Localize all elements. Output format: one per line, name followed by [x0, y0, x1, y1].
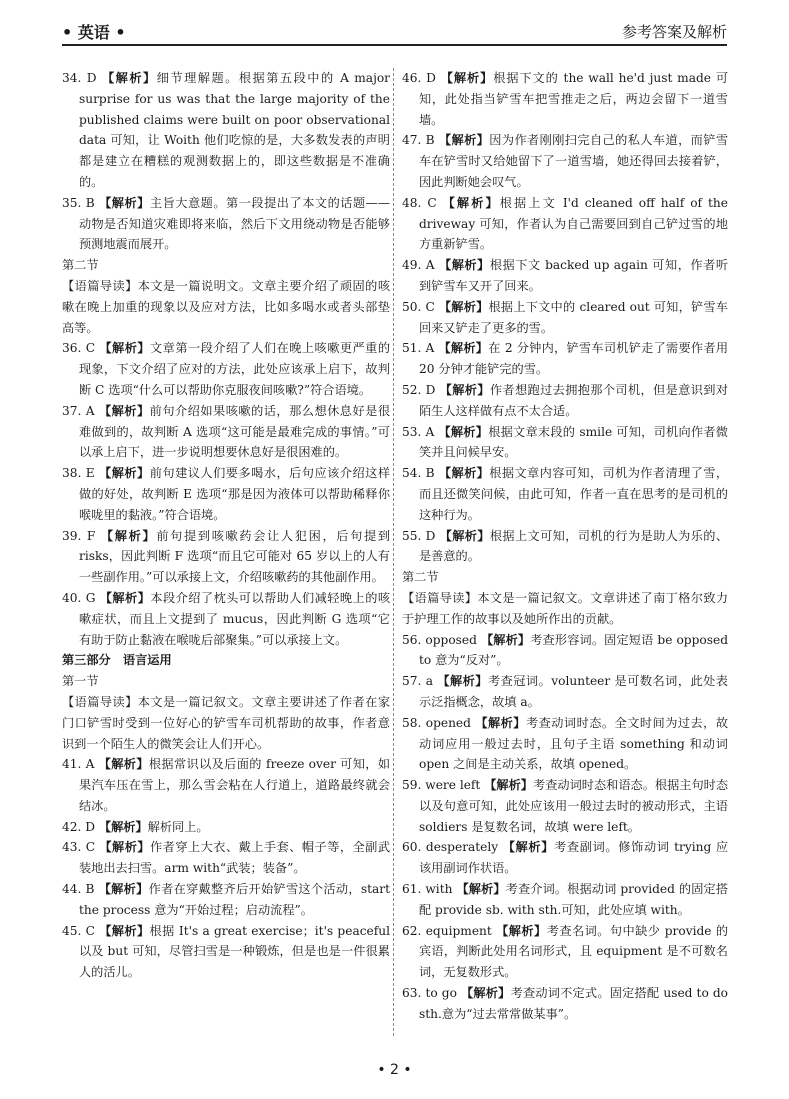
- answer-item: [402, 879, 728, 921]
- answer-item: [62, 921, 390, 983]
- intro-tag: 【语篇导读】: [402, 590, 478, 605]
- analysis-text: 作者在穿戴整齐后开始铲雪这个活动，start the process 意为“开始过程；启动流程”。: [79, 882, 390, 917]
- analysis-tag: 【解析】: [461, 986, 511, 1001]
- subject-label: • 英语 •: [62, 23, 126, 42]
- subsection-title: 第二节: [402, 570, 439, 585]
- answer-item: [402, 983, 728, 1025]
- answer-item: [62, 754, 390, 816]
- column-divider: [393, 68, 394, 1036]
- analysis-text: 根据文章内容可知，司机为作者清理了雪，而且还微笑问候，由此可知，作者一直在思考的是司机的这种行为。: [419, 466, 729, 522]
- answer-number: 54. B: [402, 466, 435, 481]
- answer-number: 56. opposed: [402, 632, 477, 647]
- intro-text: 本文是一篇记叙文。文章主要讲述了作者在家门口铲雪时受到一位好心的铲雪车司机帮助的故事，作者意识到一个陌生人的微笑会让人们开心。: [62, 694, 391, 751]
- analysis-text: 在 2 分钟内，铲雪车司机铲走了需要作者用 20 分钟才能铲完的雪。: [419, 341, 729, 377]
- answer-number: 58. opened: [402, 715, 471, 730]
- analysis-tag: 【解析】: [438, 424, 489, 439]
- analysis-text: 考查动词时态和语态。根据主句时态以及句意可知，此处应该用一般过去时的被动形式，主语 soldiers 是复数名词，故填 were left。: [419, 778, 729, 834]
- analysis-tag: 【解析】: [480, 632, 531, 647]
- answer-item: [62, 338, 390, 400]
- answer-item: [402, 526, 728, 568]
- analysis-tag: 【解析】: [98, 757, 149, 772]
- answer-item: [62, 837, 390, 879]
- analysis-tag: 【解析】: [442, 195, 500, 210]
- analysis-tag: 【解析】: [99, 590, 151, 605]
- analysis-text: 根据常识以及后面的 freeze over 可知，如果汽车压在雪上，那么雪会粘在人行道上，道路最终就会结冰。: [79, 757, 391, 813]
- answer-item: [62, 193, 390, 255]
- page-header: [62, 18, 727, 46]
- analysis-text: 因为作者刚刚扫完自己的私人车道，而铲雪车在铲雪时又给她留下了一道雪墙，她还得回去接着铲，因此判断她会叹气。: [419, 133, 729, 189]
- answer-number: 34. D: [62, 71, 97, 85]
- analysis-text: 前句建议人们要多喝水，后句应该介绍这样做的好处，故判断 E 选项“那是因为液体可以帮助稀释你喉咙里的黏液。”符合语境。: [79, 466, 391, 522]
- answer-number: 57. a: [402, 674, 433, 689]
- answer-number: 40. G: [62, 590, 96, 605]
- analysis-tag: 【解析】: [98, 819, 148, 834]
- answer-item: [402, 775, 728, 837]
- answer-number: 62. equipment: [402, 923, 492, 938]
- answer-number: 38. E: [62, 466, 95, 481]
- answer-item: [402, 671, 728, 713]
- analysis-tag: 【解析】: [438, 341, 489, 356]
- answer-number: 44. B: [62, 882, 95, 897]
- analysis-tag: 【解析】: [439, 382, 490, 397]
- answer-number: 43. C: [62, 840, 96, 855]
- analysis-text: 考查冠词。volunteer 是可数名词，此处表示泛指概念，故填 a。: [419, 674, 728, 709]
- answer-item: [402, 422, 728, 464]
- analysis-text: 考查介词。根据动词 provided 的固定搭配 provide sb. with sth.可知，此处应填 with。: [419, 882, 729, 917]
- answer-item: [62, 463, 390, 525]
- answer-item: [62, 817, 390, 838]
- analysis-text: 考查名词。句中缺少 provide 的宾语，判断此处用名词形式，且 equipment 是不可数名词，无复数形式。: [419, 923, 729, 980]
- analysis-text: 考查动词时态。全文时间为过去，故动词应用一般过去时，且句子主语 something 和动词 open 之间是主动关系，故填 opened。: [419, 715, 729, 772]
- answer-number: 50. C: [402, 299, 435, 314]
- analysis-text: 细节理解题。根据第五段中的 A major surprise for us was that the large majority of the published claims were built on poor observational data 可知，让 Woith 他们吃惊的是，大多数发表的声明都是建立在糟糕的观测数据上的，即这些数据是不准确的。: [79, 71, 391, 189]
- analysis-text: 考查形容词。固定短语 be opposed to 意为“反对”。: [419, 632, 729, 668]
- answer-number: 46. D: [402, 71, 436, 85]
- answer-item: [402, 380, 728, 422]
- answer-item: [402, 837, 728, 879]
- answer-item: [62, 588, 390, 650]
- answer-item: [402, 193, 728, 255]
- answer-number: 59. were left: [402, 778, 481, 793]
- answer-item: [402, 630, 728, 672]
- subsection-title: 第二节: [62, 258, 99, 273]
- analysis-tag: 【解析】: [502, 840, 555, 855]
- answer-number: 35. B: [62, 195, 95, 210]
- analysis-text: 考查动词不定式。固定搭配 used to do sth.意为“过去常常做某事”。: [419, 986, 728, 1021]
- analysis-text: 考查副词。修饰动词 trying 应该用副词作状语。: [419, 840, 729, 876]
- passage-intro: [62, 276, 390, 338]
- answer-item: [402, 297, 728, 339]
- header-title: 参考答案及解析: [621, 23, 727, 41]
- analysis-text: 前句介绍如果咳嗽的话，那么想休息好是很难做到的，故判断 A 选项“这可能是最难完成的事情。”可以承上启下，进一步说明想要休息好是很困难的。: [79, 403, 391, 460]
- left-column: [62, 68, 390, 983]
- answer-item: [402, 921, 728, 983]
- analysis-tag: 【解析】: [438, 299, 489, 314]
- answer-item: [62, 526, 390, 588]
- answer-item: [62, 879, 390, 921]
- analysis-tag: 【解析】: [437, 674, 488, 689]
- answer-number: 39. F: [62, 528, 96, 543]
- analysis-tag: 【解析】: [484, 778, 533, 793]
- answer-item: [402, 130, 728, 192]
- analysis-text: 根据文章末段的 smile 可知，司机向作者微笑并且问候早安。: [419, 424, 728, 460]
- analysis-text: 根据上文 I'd cleaned off half of the driveway 可知，作者认为自己需要回到自己铲过雪的地方重新铲雪。: [419, 195, 728, 252]
- section-title: 第三部分 语言运用: [62, 653, 172, 668]
- analysis-tag: 【解析】: [439, 528, 490, 543]
- intro-tag: 【语篇导读】: [62, 694, 138, 709]
- analysis-tag: 【解析】: [438, 466, 490, 481]
- answer-item: [62, 401, 390, 463]
- analysis-text: 前句提到咳嗽药会让人犯困，后句提到 risks，因此判断 F 选项“而且它可能对 65 岁以上的人有一些副作用。”可以承接上文，介绍咳嗽药的其他副作用。: [79, 528, 391, 585]
- analysis-text: 作者想跑过去拥抱那个司机，但是意识到对陌生人这样做有点不太合适。: [419, 382, 729, 418]
- answer-item: [62, 68, 390, 193]
- analysis-tag: 【解析】: [99, 195, 150, 210]
- analysis-tag: 【解析】: [99, 341, 151, 356]
- intro-text: 本文是一篇记叙文。文章讲述了南丁格尔致力于护理工作的故事以及她所作出的贡献。: [402, 590, 729, 626]
- analysis-text: 根据下文的 the wall he'd just made 可知，此处指当铲雪车把雪推走之后，两边会留下一道雪墙。: [419, 71, 729, 127]
- subsection-title: 第一节: [62, 674, 99, 689]
- answer-number: 47. B: [402, 133, 435, 148]
- answer-number: 52. D: [402, 382, 436, 397]
- analysis-text: 本段介绍了枕头可以帮助人们减轻晚上的咳嗽症状，而且上文提到了 mucus，因此判断 G 选项“它有助于防止黏液在喉咙后部聚集。”可以承接上文。: [79, 590, 391, 647]
- analysis-tag: 【解析】: [98, 882, 149, 897]
- analysis-tag: 【解析】: [496, 923, 547, 938]
- answer-number: 48. C: [402, 195, 437, 210]
- answer-number: 36. C: [62, 341, 96, 356]
- intro-tag: 【语篇导读】: [62, 278, 138, 293]
- analysis-text: 文章第一段介绍了人们在晚上咳嗽更严重的现象，下文介绍了应对的方法，此处应该承上启下，故判断 C 选项“什么可以帮助你克服夜间咳嗽?”符合语境。: [79, 341, 391, 397]
- analysis-tag: 【解析】: [100, 528, 157, 543]
- answer-item: [402, 713, 728, 775]
- answer-number: 42. D: [62, 819, 96, 834]
- answer-number: 60. desperately: [402, 840, 499, 855]
- intro-text: 本文是一篇说明文。文章主要介绍了顽固的咳嗽在晚上加重的现象以及应对方法，比如多喝水或者头部垫高等。: [62, 278, 391, 335]
- analysis-text: 根据上下文中的 cleared out 可知，铲雪车回来又铲走了更多的雪。: [419, 299, 728, 335]
- analysis-text: 根据上文可知，司机的行为是助人为乐的、是善意的。: [419, 528, 729, 564]
- analysis-tag: 【解析】: [439, 258, 490, 273]
- analysis-tag: 【解析】: [99, 923, 150, 938]
- answer-number: 51. A: [402, 341, 435, 356]
- analysis-tag: 【解析】: [101, 71, 157, 85]
- analysis-tag: 【解析】: [440, 71, 494, 85]
- analysis-tag: 【解析】: [99, 840, 151, 855]
- answer-number: 41. A: [62, 757, 95, 772]
- analysis-tag: 【解析】: [438, 133, 490, 148]
- answer-item: [402, 68, 728, 130]
- analysis-text: 根据下文 backed up again 可知，作者听到铲雪车又开了回来。: [419, 258, 729, 293]
- answer-number: 63. to go: [402, 986, 457, 1001]
- passage-intro: [62, 692, 390, 754]
- analysis-tag: 【解析】: [98, 403, 150, 418]
- answer-number: 53. A: [402, 424, 435, 439]
- analysis-tag: 【解析】: [456, 882, 506, 897]
- answer-item: [402, 338, 728, 380]
- answer-number: 45. C: [62, 923, 95, 938]
- answer-number: 49. A: [402, 258, 435, 273]
- analysis-text: 解析同上。: [147, 819, 209, 834]
- answer-number: 61. with: [402, 882, 453, 897]
- answer-item: [402, 463, 728, 525]
- passage-intro: [402, 588, 728, 630]
- analysis-text: 主旨大意题。第一段提出了本文的话题——动物是否知道灾难即将来临，然后下文用绕动物是否能够预测地震而展开。: [79, 195, 391, 252]
- answer-number: 55. D: [402, 528, 436, 543]
- analysis-text: 根据 It's a great exercise；it's peaceful 以及 but 可知，尽管扫雪是一种锻炼，但是也是一件很累人的活儿。: [79, 923, 391, 980]
- analysis-text: 作者穿上大衣、戴上手套、帽子等，全副武装地出去扫雪。arm with“武装；装备”。: [79, 840, 391, 876]
- page-number: • 2 •: [377, 1062, 412, 1078]
- right-column: [402, 68, 728, 1025]
- analysis-tag: 【解析】: [99, 466, 150, 481]
- answer-item: [402, 255, 728, 297]
- answer-number: 37. A: [62, 403, 95, 418]
- analysis-tag: 【解析】: [475, 715, 526, 730]
